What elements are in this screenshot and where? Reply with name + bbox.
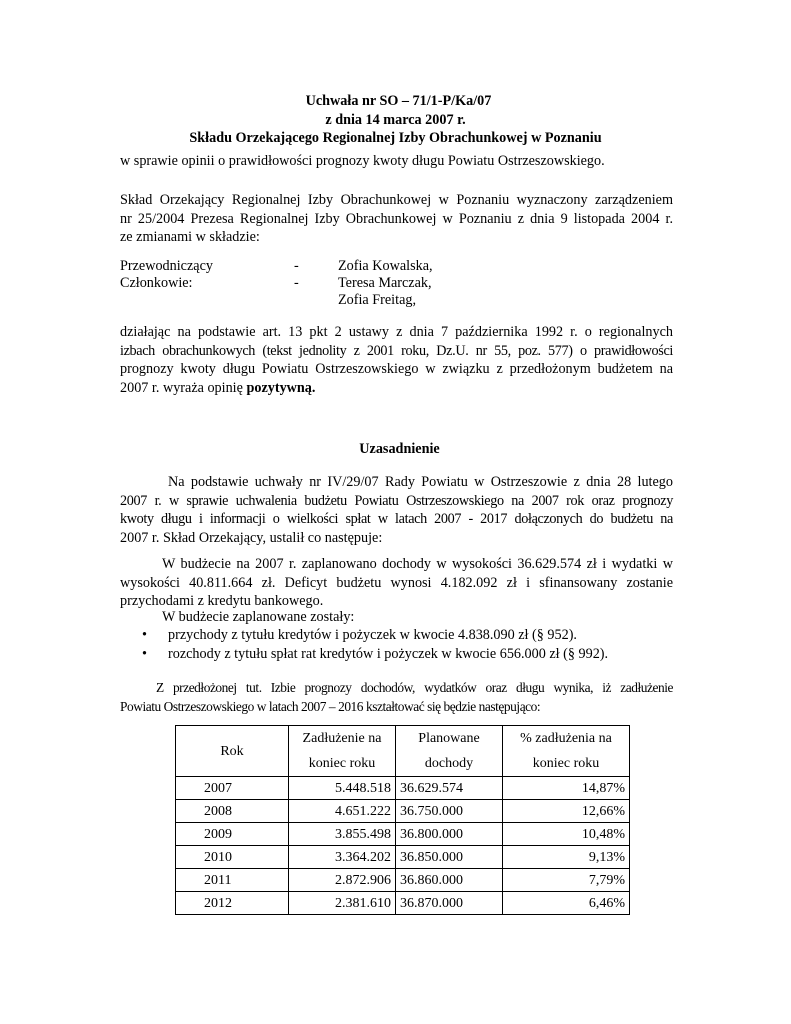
table-row <box>176 777 630 800</box>
cell-debt: 2.381.610 <box>289 892 396 915</box>
header-year: Rok <box>176 726 289 777</box>
paragraph-line: przychodami z kredytu bankowego. <box>120 593 324 610</box>
table-row <box>176 823 630 846</box>
cell-year: 2008 <box>176 800 289 823</box>
header-text: % zadłużenia na <box>520 731 612 746</box>
issuing-body: Składu Orzekającego Regionalnej Izby Obrachunkowej w Poznaniu <box>189 130 602 147</box>
resolution-number: Uchwała nr SO – 71/1-P/Ka/07 <box>305 93 492 109</box>
decision-last-line <box>120 379 673 398</box>
list-item <box>0 626 791 645</box>
intro-paragraph <box>120 191 673 247</box>
header-text: dochody <box>424 756 474 771</box>
paragraph-line: W budżecie na 2007 r. zaplanowano dochody w wysokości 36.629.574 zł i wydatki w <box>162 556 673 572</box>
list-item <box>0 645 791 664</box>
cell-income: 36.850.000 <box>396 846 503 869</box>
justification-paragraph-2 <box>120 555 673 611</box>
paragraph-line: 2007 r. Skład Orzekający, ustalił co następuje: <box>120 529 383 546</box>
cell-income: 36.860.000 <box>396 869 503 892</box>
panel-composition <box>120 257 673 317</box>
list-item-text: przychody z tytułu kredytów i pożyczek w kwocie 4.838.090 zł (§ 952). <box>168 627 577 643</box>
panel-member-name: Zofia Freitag, <box>338 292 417 308</box>
cell-income: 36.629.574 <box>396 777 503 800</box>
panel-member-name: Zofia Kowalska, <box>338 258 433 274</box>
cell-debt: 3.364.202 <box>289 846 396 869</box>
cell-percent: 7,79% <box>503 869 630 892</box>
decision-line: działając na podstawie art. 13 pkt 2 ustawy z dnia 7 października 1992 r. o regionalnych <box>120 324 673 340</box>
paragraph-line: wysokości 40.811.664 zł. Deficyt budżetu wynosi 4.182.092 zł i sfinansowany zostanie <box>120 574 673 591</box>
bullet-icon: • <box>142 627 147 643</box>
panel-row <box>120 291 673 310</box>
cell-debt: 5.448.518 <box>289 777 396 800</box>
cell-debt: 3.855.498 <box>289 823 396 846</box>
cell-income: 36.800.000 <box>396 823 503 846</box>
header-text: Planowane <box>418 731 480 746</box>
header-planned-income <box>396 726 503 777</box>
panel-member-name: Teresa Marczak, <box>338 275 432 291</box>
planned-items-list <box>0 626 791 666</box>
justification-paragraph-1 <box>120 473 673 547</box>
cell-income: 36.870.000 <box>396 892 503 915</box>
header-debt-percent <box>503 726 630 777</box>
debt-forecast-table <box>175 725 630 915</box>
cell-percent: 6,46% <box>503 892 630 915</box>
list-item-text: rozchody z tytułu spłat rat kredytów i pożyczek w kwocie 656.000 zł (§ 992). <box>168 646 609 662</box>
cell-year: 2010 <box>176 846 289 869</box>
table-row <box>176 892 630 915</box>
cell-year: 2009 <box>176 823 289 846</box>
intro-line: Skład Orzekający Regionalnej Izby Obrachunkowej w Poznaniu wyznaczony zarządzeniem <box>120 192 673 208</box>
panel-dash: - <box>294 258 299 274</box>
header-text: Zadłużenie na <box>302 731 382 746</box>
panel-role: Członkowie: <box>120 275 193 291</box>
resolution-date: z dnia 14 marca 2007 r. <box>325 111 466 128</box>
decision-line: izbach obrachunkowych (tekst jednolity z 2001 roku, Dz.U. nr 55, poz. 577) o prawidłowości <box>120 342 673 359</box>
header-text: koniec roku <box>308 756 376 771</box>
cell-year: 2011 <box>176 869 289 892</box>
cell-year: 2007 <box>176 777 289 800</box>
cell-percent: 9,13% <box>503 846 630 869</box>
justification-paragraph-4 <box>120 679 673 716</box>
cell-percent: 14,87% <box>503 777 630 800</box>
cell-percent: 10,48% <box>503 823 630 846</box>
decision-line: prognozy kwoty długu Powiatu Ostrzeszowskiego w związku z przedłożonym budżetem na <box>120 361 673 378</box>
decision-text: 2007 r. wyraża opinię <box>120 379 247 396</box>
table-row <box>176 846 630 869</box>
cell-debt: 4.651.222 <box>289 800 396 823</box>
intro-line: ze zmianami w składzie: <box>120 229 260 246</box>
cell-debt: 2.872.906 <box>289 869 396 892</box>
resolution-subject: w sprawie opinii o prawidłowości prognozy kwoty długu Powiatu Ostrzeszowskiego. <box>120 153 605 169</box>
table-row <box>176 869 630 892</box>
header-debt <box>289 726 396 777</box>
opinion-verdict: pozytywną. <box>246 379 316 396</box>
panel-role: Przewodniczący <box>120 258 213 274</box>
justification-paragraph-3: W budżecie zaplanowane zostały: <box>162 609 355 625</box>
paragraph-line: kwoty długu i informacji o wielkości spłat w latach 2007 - 2017 dołączonych do budżetu na <box>120 511 673 528</box>
cell-year: 2012 <box>176 892 289 915</box>
paragraph-line: Powiatu Ostrzeszowskiego w latach 2007 – 2016 kształtować się będzie następująco: <box>120 698 541 714</box>
intro-line: nr 25/2004 Prezesa Regionalnej Izby Obrachunkowej w Poznaniu z dnia 9 listopada 2004 r. <box>120 210 673 227</box>
table-header-row <box>176 726 630 777</box>
cell-percent: 12,66% <box>503 800 630 823</box>
paragraph-line: 2007 r. w sprawie uchwalenia budżetu Powiatu Ostrzeszowskiego na 2007 rok oraz prognozy <box>120 492 673 509</box>
table-row <box>176 800 630 823</box>
header-text: koniec roku <box>532 756 600 771</box>
justification-title: Uzasadnienie <box>359 441 440 457</box>
paragraph-line: Z przedłożonej tut. Izbie prognozy dochodów, wydatków oraz długu wynika, iż zadłużenie <box>156 680 673 695</box>
bullet-icon: • <box>142 646 147 662</box>
panel-dash: - <box>294 275 299 291</box>
decision-paragraph <box>120 323 673 397</box>
paragraph-line: Na podstawie uchwały nr IV/29/07 Rady Powiatu w Ostrzeszowie z dnia 28 lutego <box>168 474 673 490</box>
document-header <box>0 92 791 148</box>
cell-income: 36.750.000 <box>396 800 503 823</box>
